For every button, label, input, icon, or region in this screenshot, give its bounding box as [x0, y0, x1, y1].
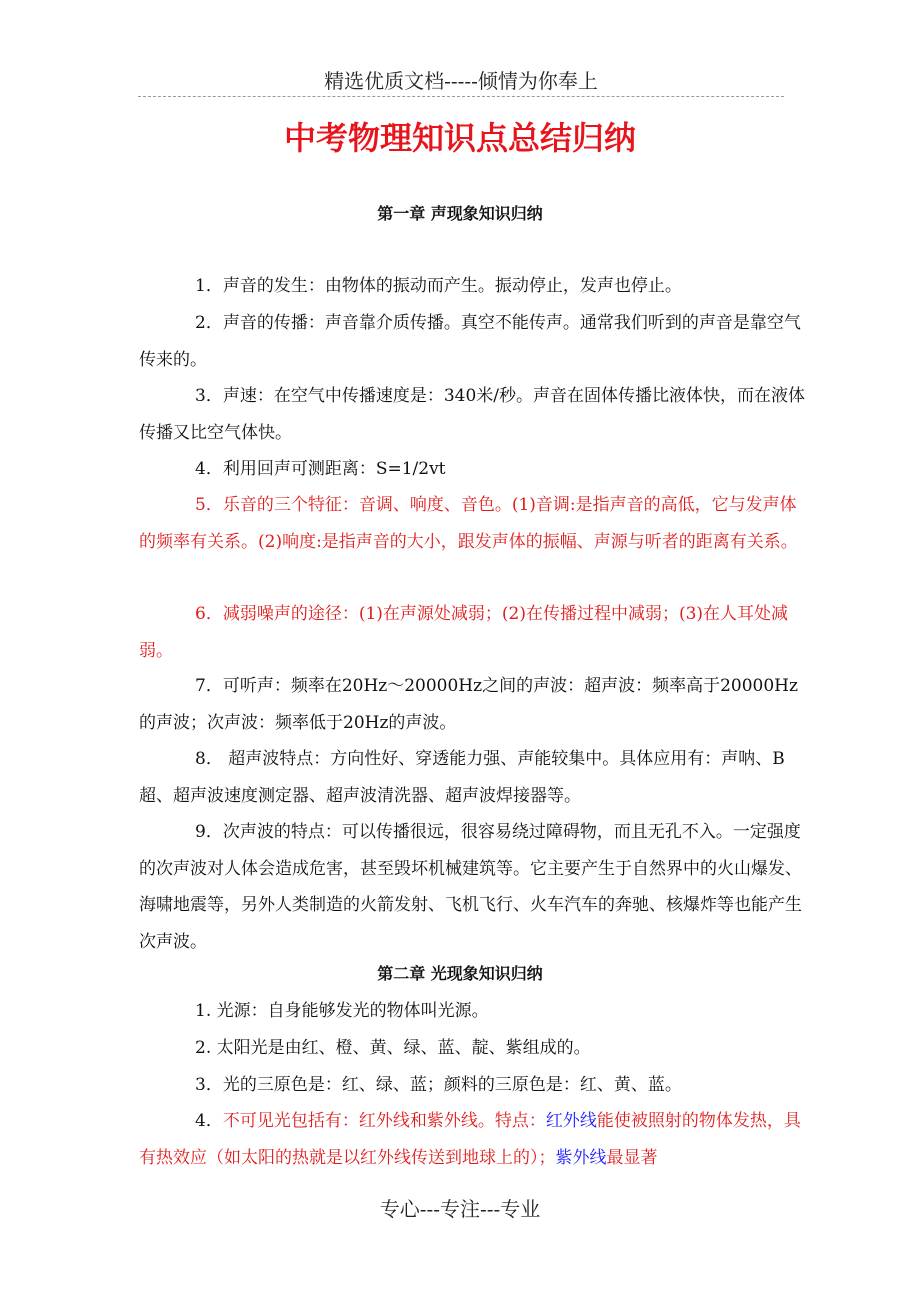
ch2-p4-number: 4． — [195, 1111, 223, 1131]
page-header: 精选优质文档-----倾情为你奉上 — [324, 69, 598, 93]
ch1-paragraph-3: 3．声速：在空气中传播速度是：340米/秒。声音在固体传播比液体快，而在液体传播又比空气体快。 — [139, 386, 805, 443]
document-title: 中考物理知识点总结归纳 — [283, 119, 636, 157]
ch1-paragraph-4: 4．利用回声可测距离：S=1/2vt — [195, 459, 446, 479]
ch2-p4-infrared-term: 红外线 — [545, 1111, 597, 1131]
header-divider — [138, 96, 784, 97]
ch2-paragraph-4 — [139, 1103, 811, 1176]
ch1-paragraph-6: 6．减弱噪声的途径：(1)在声源处减弱；(2)在传播过程中减弱；(3)在人耳处减弱。 — [139, 604, 789, 661]
ch1-paragraph-1: 1．声音的发生：由物体的振动而产生。振动停止，发声也停止。 — [195, 276, 682, 296]
ch1-paragraph-5: 5．乐音的三个特征：音调、响度、音色。(1)音调:是指声音的高低，它与发声体的频率有关系。(2)响度:是指声音的大小，跟发声体的振幅、声源与听者的距离有关系。 — [139, 495, 798, 552]
ch1-paragraph-8: 8． 超声波特点：方向性好、穿透能力强、声能较集中。具体应用有：声呐、B超、超声波速度测定器、超声波清洗器、超声波焊接器等。 — [139, 749, 785, 806]
ch2-paragraph-3: 3．光的三原色是：红、绿、蓝；颜料的三原色是：红、黄、蓝。 — [195, 1075, 682, 1095]
ch1-paragraph-9: 9．次声波的特点：可以传播很远，很容易绕过障碍物，而且无孔不入。一定强度的次声波对人体会造成危害，甚至毁坏机械建筑等。它主要产生于自然界中的火山爆发、海啸地震等，另外人类制造的火箭发射、飞机飞行、火车汽车的奔驰、核爆炸等也能产生次声波。 — [139, 822, 802, 952]
ch1-paragraph-7: 7．可听声：频率在20Hz～20000Hz之间的声波：超声波：频率高于20000Hz的声波；次声波：频率低于20Hz的声波。 — [139, 676, 798, 733]
ch2-p4-text-b: 能使被照射的物体发热，具有热效应（如太阳的热就是以红外线传送到地球上的）； — [139, 1111, 801, 1168]
ch2-p4-text-a: 不可见光包括有：红外线和紫外线。特点： — [222, 1111, 546, 1131]
ch2-p4-ultraviolet-term: 紫外线 — [555, 1147, 607, 1168]
page-footer: 专心---专注---专业 — [379, 1197, 541, 1221]
chapter-2-heading: 第二章 光现象知识归纳 — [377, 964, 543, 983]
ch2-p4-text-c: 最显著 — [606, 1147, 658, 1168]
ch2-paragraph-2: 2. 太阳光是由红、橙、黄、绿、蓝、靛、紫组成的。 — [195, 1038, 591, 1058]
ch1-paragraph-2: 2．声音的传播：声音靠介质传播。真空不能传声。通常我们听到的声音是靠空气传来的。 — [139, 313, 801, 370]
ch2-paragraph-1: 1. 光源：自身能够发光的物体叫光源。 — [195, 1001, 489, 1021]
chapter-1-heading: 第一章 声现象知识归纳 — [377, 204, 543, 223]
